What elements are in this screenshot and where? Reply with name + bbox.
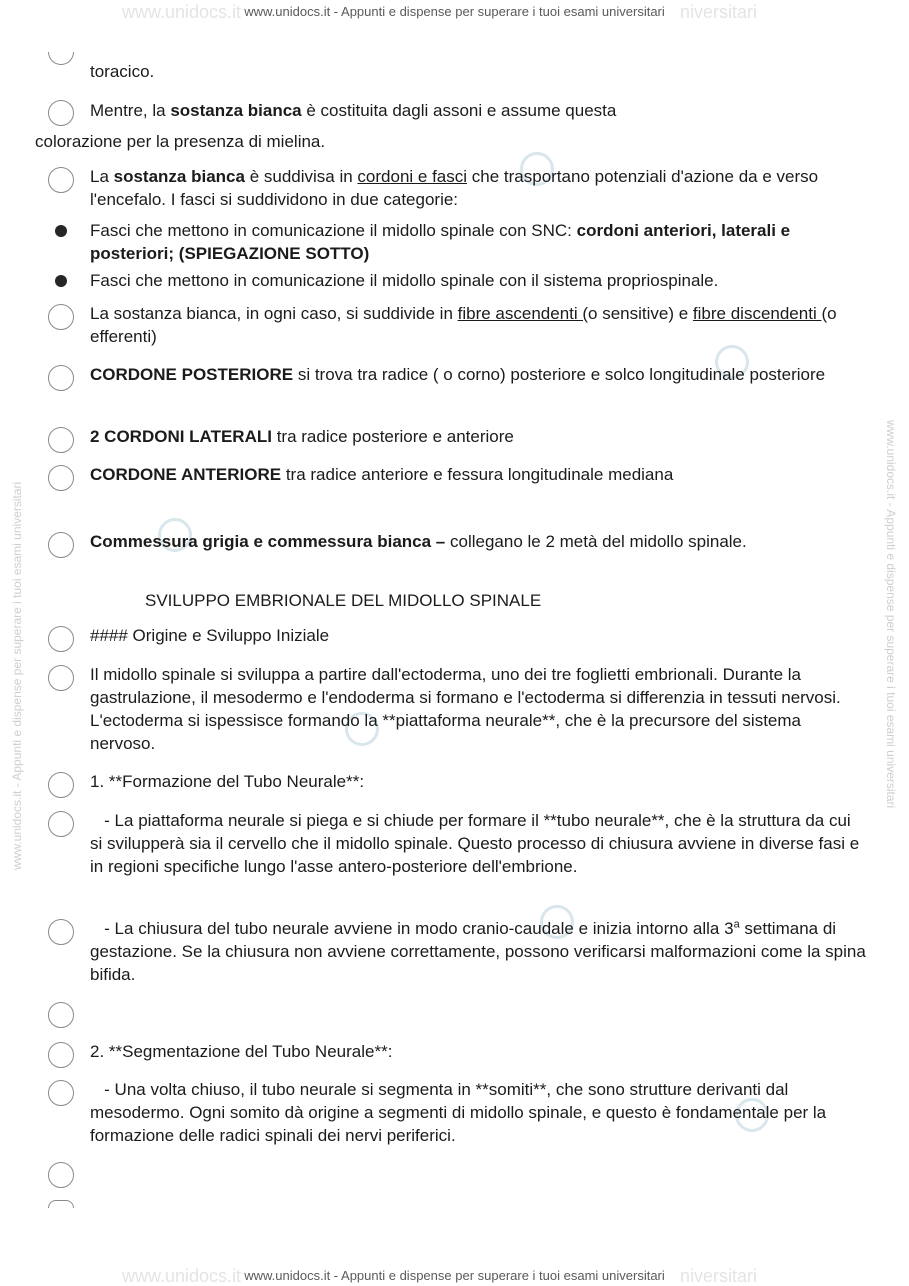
footer-ghost-right: niversitari	[680, 1266, 758, 1286]
header-watermark-text: www.unidocs.it - Appunti e dispense per superare i tuoi esami universitari	[244, 4, 665, 19]
paragraph-text: toracico.	[90, 62, 155, 81]
footer-ghost-left: www.unidocs.it	[122, 1266, 242, 1286]
paragraph-text: 2 CORDONI LATERALI tra radice posteriore e anteriore	[90, 427, 514, 446]
footer-watermark-text: www.unidocs.it - Appunti e dispense per superare i tuoi esami universitari	[244, 1268, 665, 1283]
bullet-icon	[55, 275, 67, 287]
paragraph-text: - Una volta chiuso, il tubo neurale si segmenta in **somiti**, che sono strutture derivanti dal mesodermo. Ogni somito dà origine a segmenti di midollo spinale, e questo è fondamentale per la formazione delle radici spinali dei nervi periferici.	[90, 1080, 831, 1145]
paragraph-text: - La piattaforma neurale si piega e si chiude per formare il **tubo neurale**, che è la struttura da cui si svilupperà sia il cervello che il midollo spinale. Questo processo di chiusura avviene in diverse fasi e in regioni specifiche lungo l'asse antero-posteriore dell'embrione.	[90, 811, 864, 876]
checkbox-circle-icon[interactable]	[48, 365, 74, 391]
paragraph-text: La sostanza bianca è suddivisa in cordoni e fasci che trasportano potenziali d'azione da e verso l'encefalo. I fasci si suddividono in due categorie:	[90, 167, 819, 209]
checkbox-circle-icon[interactable]	[48, 1042, 74, 1068]
checkbox-circle-icon[interactable]	[48, 100, 74, 126]
checkbox-circle-icon[interactable]	[48, 626, 74, 652]
checkbox-circle-icon[interactable]	[48, 919, 74, 945]
bullet-text: Fasci che mettono in comunicazione il midollo spinale con SNC: cordoni anteriori, laterali e posteriori; (SPIEGAZIONE SOTTO)	[90, 221, 791, 263]
paragraph-text-line2: colorazione per la presenza di mielina.	[35, 132, 326, 151]
header-ghost-right: niversitari	[680, 2, 758, 22]
bullet-text: Fasci che mettono in comunicazione il midollo spinale con il sistema propriospinale.	[90, 271, 719, 290]
paragraph-text: La sostanza bianca, in ogni caso, si suddivide in fibre ascendenti (o sensitive) e fibre discendenti (o efferenti)	[90, 304, 837, 346]
paragraph-text: 2. **Segmentazione del Tubo Neurale**:	[90, 1042, 393, 1061]
header-watermark	[0, 4, 909, 20]
checkbox-circle-icon[interactable]	[48, 52, 74, 65]
paragraph-text: 1. **Formazione del Tubo Neurale**:	[90, 772, 365, 791]
checkbox-circle-icon[interactable]	[48, 772, 74, 798]
paragraph-text: Commessura grigia e commessura bianca – collegano le 2 metà del midollo spinale.	[90, 532, 747, 551]
checkbox-circle-icon[interactable]	[48, 167, 74, 193]
checkbox-circle-icon[interactable]	[48, 1200, 74, 1208]
paragraph-text: CORDONE ANTERIORE tra radice anteriore e fessura longitudinale mediana	[90, 465, 674, 484]
paragraph-text: #### Origine e Sviluppo Iniziale	[90, 626, 330, 645]
paragraph-text: - La chiusura del tubo neurale avviene in modo cranio-caudale e inizia intorno alla 3$^a$ settimana di gestazione. Se la chiusura non avviene correttamente, possono verificarsi malformazioni come la spina bifida.	[90, 918, 871, 984]
right-side-watermark: www.unidocs.it - Appunti e dispense per superare i tuoi esami universitari	[884, 420, 898, 809]
left-side-watermark: www.unidocs.it - Appunti e dispense per superare i tuoi esami universitari	[10, 481, 24, 870]
checkbox-circle-icon[interactable]	[48, 304, 74, 330]
checkbox-circle-icon[interactable]	[48, 1162, 74, 1188]
checkbox-circle-icon[interactable]	[48, 1080, 74, 1106]
paragraph-text: CORDONE POSTERIORE si trova tra radice ( o corno) posteriore e solco longitudinale posteriore	[90, 365, 826, 384]
bullet-icon	[55, 225, 67, 237]
checkbox-circle-icon[interactable]	[48, 465, 74, 491]
checkbox-circle-icon[interactable]	[48, 811, 74, 837]
checkbox-circle-icon[interactable]	[48, 532, 74, 558]
paragraph-text: Mentre, la sostanza bianca è costituita dagli assoni e assume questa	[90, 101, 617, 120]
checkbox-circle-icon[interactable]	[48, 665, 74, 691]
paragraph-text: Il midollo spinale si sviluppa a partire dall'ectoderma, uno dei tre foglietti embrionali. Durante la gastrulazione, il mesodermo e l'endoderma si formano e l'ectoderma si differenzia in tessuti nervosi. L'ectoderma si ispessisce formando la **piattaforma neurale**, che è la precursore del sistema nervoso.	[90, 665, 841, 753]
section-heading-text: SVILUPPO EMBRIONALE DEL MIDOLLO SPINALE	[145, 591, 542, 610]
footer-watermark	[0, 1268, 909, 1284]
checkbox-circle-icon[interactable]	[48, 427, 74, 453]
header-ghost-left: www.unidocs.it	[122, 2, 242, 22]
checkbox-circle-icon[interactable]	[48, 1002, 74, 1028]
